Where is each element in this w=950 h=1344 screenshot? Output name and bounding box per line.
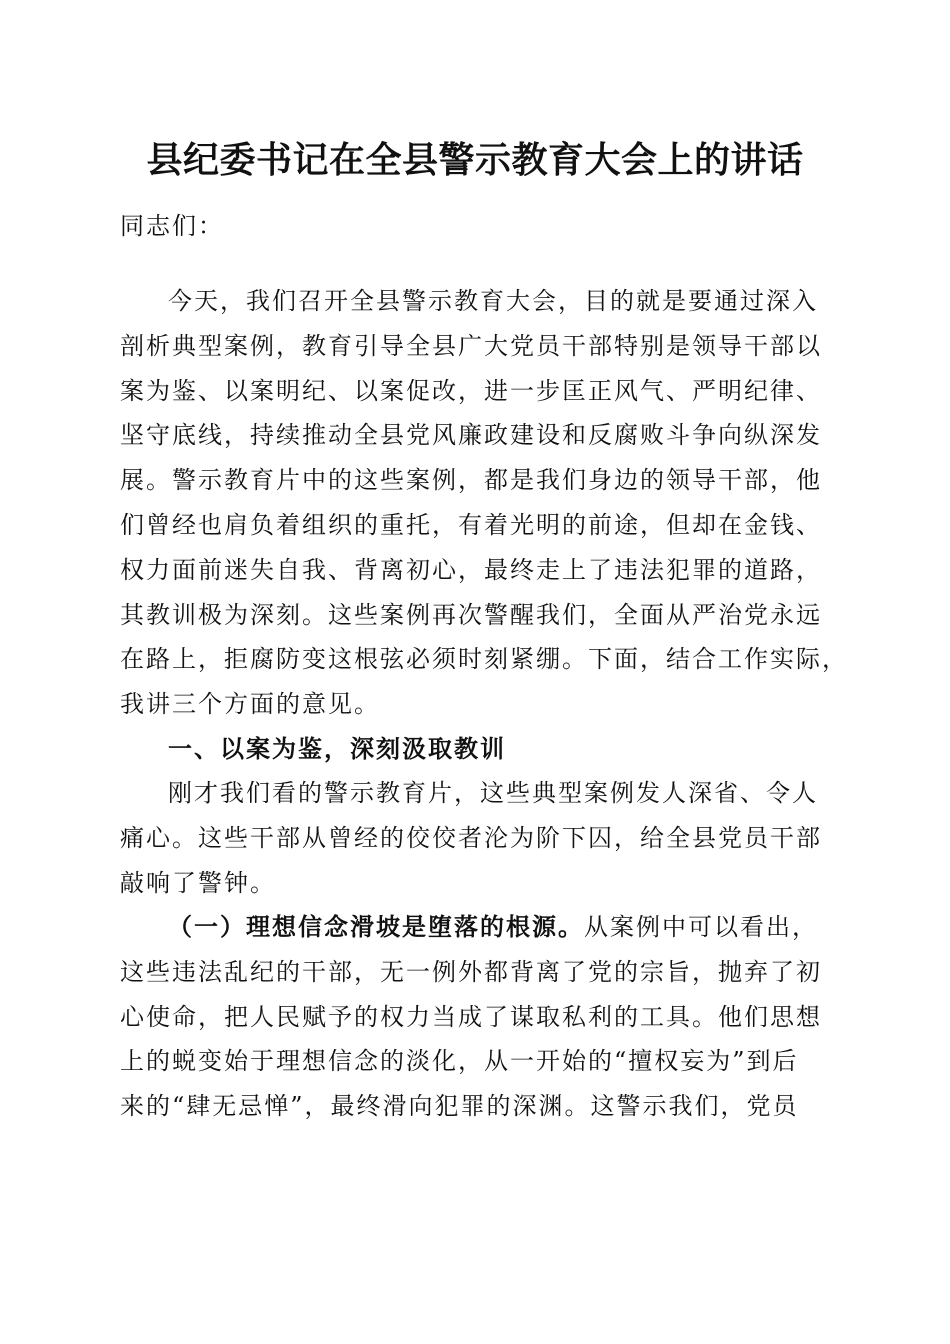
paragraph-line: 案为鉴、以案明纪、以案促改，进一步匡正风气、严明纪律、 xyxy=(120,376,822,405)
salutation: 同志们： xyxy=(120,212,224,240)
paragraph-3 xyxy=(120,905,840,1129)
section-heading-1 xyxy=(120,727,840,772)
paragraph-line: 我讲三个方面的意见。 xyxy=(120,690,380,719)
section-heading: 一、以案为鉴，深刻汲取教训 xyxy=(168,734,506,763)
paragraph-line: 剖析典型案例，教育引导全县广大党员干部特别是领导干部以 xyxy=(120,331,822,360)
paragraph-line: 敲响了警钟。 xyxy=(120,868,276,897)
paragraph-line: 痛心。这些干部从曾经的佼佼者沦为阶下囚，给全县党员干部 xyxy=(120,823,822,852)
paragraph-line: 上的蜕变始于理想信念的淡化，从一开始的“擅权妄为”到后 xyxy=(120,1047,799,1076)
paragraph-line: 来的“肆无忌惮”，最终滑向犯罪的深渊。这警示我们，党员 xyxy=(120,1092,799,1121)
subheading-lead: （一）理想信念滑坡是堕落的根源。 xyxy=(168,912,584,941)
paragraph-line: 们曾经也肩负着组织的重托，有着光明的前途，但却在金钱、 xyxy=(120,510,822,539)
paragraph-line-rest: 从案例中可以看出， xyxy=(584,913,818,941)
paragraph-line: 其教训极为深刻。这些案例再次警醒我们，全面从严治党永远 xyxy=(120,600,822,629)
paragraph-line: 展。警示教育片中的这些案例，都是我们身边的领导干部，他 xyxy=(120,466,822,495)
paragraph-2 xyxy=(120,771,840,905)
paragraph-line: 心使命，把人民赋予的权力当成了谋取私利的工具。他们思想 xyxy=(120,1002,822,1031)
paragraph-line: 权力面前迷失自我、背离初心，最终走上了违法犯罪的道路， xyxy=(120,555,822,584)
paragraph-line: 今天，我们召开全县警示教育大会，目的就是要通过深入 xyxy=(168,287,818,315)
document-title: 县纪委书记在全县警示教育大会上的讲话 xyxy=(146,139,804,181)
paragraph-1 xyxy=(120,279,848,727)
paragraph-line: 坚守底线，持续推动全县党风廉政建设和反腐败斗争向纵深发 xyxy=(120,421,822,450)
paragraph-first-line xyxy=(120,905,840,950)
paragraph-line: 在路上，拒腐防变这根弦必须时刻紧绷。下面，结合工作实际， xyxy=(120,645,848,674)
paragraph-line: 这些违法乱纪的干部，无一例外都背离了党的宗旨，抛弃了初 xyxy=(120,957,822,986)
paragraph-line: 刚才我们看的警示教育片，这些典型案例发人深省、令人 xyxy=(168,779,818,807)
